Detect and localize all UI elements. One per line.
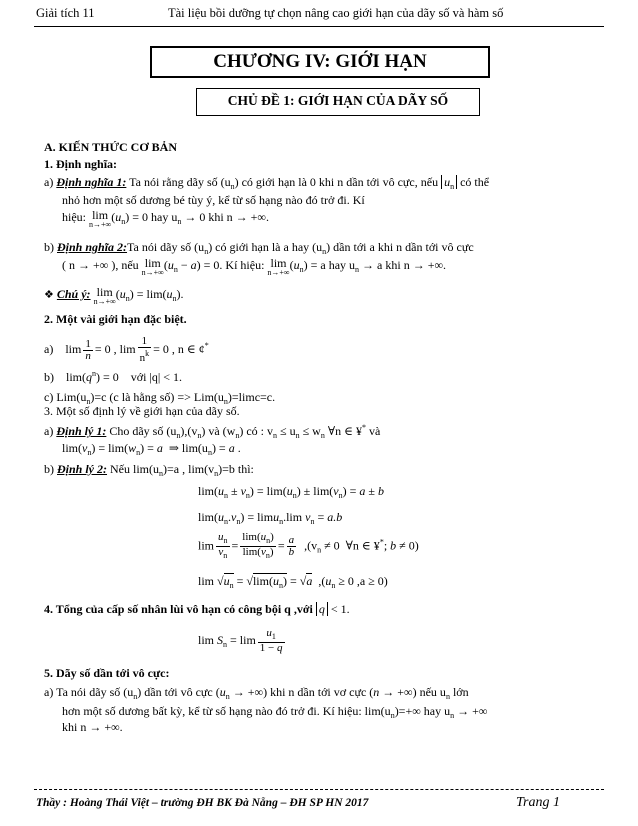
chapter-title: CHƯƠNG IV: GIỚI HẠN xyxy=(150,46,490,78)
note: ❖ Chú ý: lim n→+∞ $(u_n) = \lim(u_n)$. xyxy=(44,285,184,306)
footer-divider xyxy=(34,789,604,790)
special-limit-b: b) $\lim(q^n) = 0$ với |q| < 1. xyxy=(44,369,183,384)
section-5a: a) Ta nói dãy số $(u_n)$ dần tới vô cực ($u_n$ → +∞) khi n dần tới vơ cực (n → +∞) nếu $u_n$ lớn xyxy=(44,685,469,701)
definition-1: a) Định nghĩa 1: Ta nói rằng dãy số $(u_n)$ có giới hạn là 0 khi n dần tới vô cực, nếu $u_n$ có thể xyxy=(44,175,490,191)
theorem-2: b) Định lý 2: Nếu $\lim(u_n)=a$ , $\lim(v_n)=b$ thì: xyxy=(44,462,254,478)
header-right: Tài liệu bồi dưỡng tự chọn nâng cao giới hạn của dãy số và hàm số xyxy=(168,6,504,20)
formula-quotient: lim $\frac{u_n}{v_n}$ = $\frac{\lim(u_n)}{\lim(v_n)}$ = $\frac{a}{b}$ $,(v_n \ne 0$ ∀n ∈ ¥*; b ≠ 0) xyxy=(198,531,419,560)
formula-sum: $\lim(u_n \pm v_n) = \lim(u_n) \pm \lim(v_n) = a \pm b$ xyxy=(198,484,384,500)
section-3-heading: 3. Một số định lý về giới hạn của dãy số. xyxy=(44,404,240,418)
definition-1-line2: nhỏ hơn một số dương bé tùy ý, kể từ số hạng nào đó trở đi. Kí xyxy=(62,193,365,207)
special-limit-c: c) $Lim(u_n)=c$ (c là hằng số) => $Lim(u_n)=\lim c=c$. xyxy=(44,390,276,406)
formula-product: $\lim(u_n.v_n) = \lim u_n.\lim$ $v_n = a.b$ xyxy=(198,510,343,526)
section-1-heading: 1. Định nghĩa: xyxy=(44,157,118,171)
geometric-sum-formula: $\lim S_n = \lim$ $\frac{u_1}{1 - q}$ xyxy=(198,627,283,654)
section-5a-line2: hơn một số dương bất kỳ, kể từ số hạng nào đó trở đi. Kí hiệu: $\lim(u_n)=+\infty$ hay $u_n$ → +∞ xyxy=(62,704,488,720)
theorem-1: a) Định lý 1: Cho dãy số $(u_n),(v_n)$ và $(w_n)$ có : $v_n \le u_n \le w_n$ ∀n ∈ ¥* và xyxy=(44,423,381,440)
special-limit-a: a) lim $\frac{1}{n}$ = 0 , lim $\frac{1}{n^k}$ = 0 , n ∈ ¢* xyxy=(44,335,209,364)
definition-1-line3: hiệu: lim n→+∞ $(u_n) = 0$ hay $u_n \to 0$ khi n → +∞. xyxy=(62,208,269,229)
formula-sqrt: $\lim √u_n = √\lim(u_n) = √a$ $,(u_n \ge 0$ ,a ≥ 0) xyxy=(198,574,388,590)
section-2-heading: 2. Một vài giới hạn đặc biệt. xyxy=(44,312,187,326)
definition-2: b) Định nghĩa 2:Ta nói dãy số $(u_n)$ có giới hạn là a hay $(u_n)$ dần tới a khi n dần tới vô cực xyxy=(44,240,474,256)
section-5-heading: 5. Dãy số dần tới vô cực: xyxy=(44,666,170,680)
section-a-heading: A. KIẾN THỨC CƠ BẢN xyxy=(44,140,178,154)
theorem-1-line2: $\lim(v_n) = \lim(w_n) = a$ ⇒ $\lim(u_n) = a$ . xyxy=(62,441,241,457)
header-left: Giải tích 11 xyxy=(36,6,95,20)
section-4-heading: 4. Tổng của cấp số nhân lùi vô hạn có công bội q ,với q < 1. xyxy=(44,602,350,616)
definition-2-line2: ( n → +∞ ), nếu lim n→+∞ $(u_n - a) = 0$. Kí hiệu: lim n→+∞ $(u_n) = a$ hay $u_n \to a$ khi n → +∞. xyxy=(62,256,447,277)
diamond-bullet-icon: ❖ xyxy=(44,288,54,301)
topic-title: CHỦ ĐỀ 1: GIỚI HẠN CỦA DÃY SỐ xyxy=(196,88,480,116)
page-number: Trang 1 xyxy=(516,795,560,810)
section-5a-line3: khi n → +∞. xyxy=(62,720,123,734)
footer-left: Thầy : Hoàng Thái Việt – trường ĐH BK Đà Nẵng – ĐH SP HN 2017 xyxy=(36,797,369,809)
header-divider xyxy=(34,26,604,27)
